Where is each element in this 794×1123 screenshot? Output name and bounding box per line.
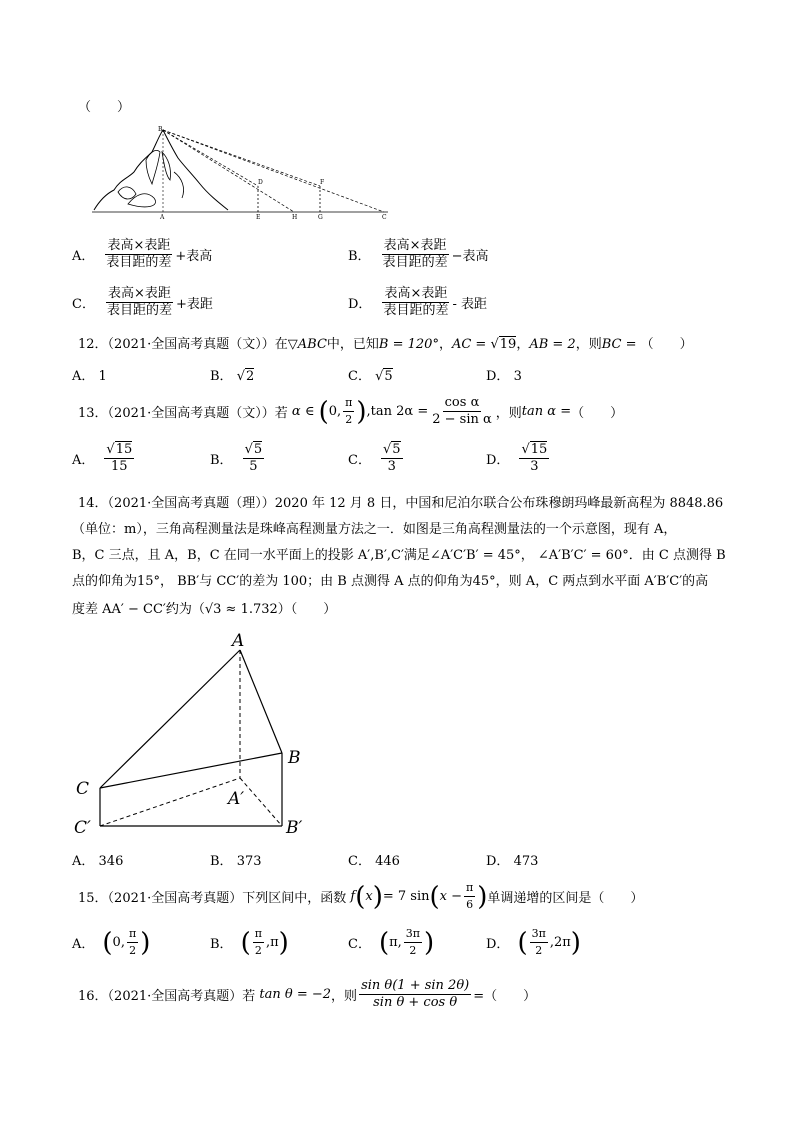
q15-option-B[interactable]: B． ( $\frac{\pi}{2}$ ,π ): [210, 927, 289, 958]
q11-mountain-figure: [88, 122, 398, 220]
label-F: F: [320, 179, 325, 186]
label-A-prime: A′: [228, 789, 245, 809]
q14-option-B[interactable]: B． 373: [210, 854, 262, 869]
q14-line-5: 度差 AA′ − CC′约为（√3 ≈ 1.732）（ ）: [72, 602, 337, 617]
label-B: B: [288, 748, 301, 768]
label-B-prime: B′: [286, 818, 303, 838]
q13-option-C[interactable]: C． $\frac{√5}{3}$: [348, 442, 401, 474]
q12-option-A[interactable]: A． 1: [72, 369, 107, 384]
label-A: A: [160, 214, 165, 220]
q13-option-D[interactable]: D． $\frac{√15}{3}$: [486, 442, 548, 474]
q11-option-B[interactable]: B． $\frac{\text{表高×表距}}{\text{表目距的差}}$ −表高: [348, 238, 489, 270]
label-A: A: [232, 631, 245, 651]
q13-option-A[interactable]: A． $\frac{√15}{15}$: [72, 442, 133, 474]
q15-stem: 15．（2021·全国高考真题）下列区间中，函数 f ( x ) = 7 sin ( x − $\frac{\pi}{6}$ ) 单调递增的区间是（ ）: [78, 881, 644, 912]
q15-option-A[interactable]: A． ( 0, $\frac{\pi}{2}$ ): [72, 927, 151, 958]
q12-option-B[interactable]: B． √2: [210, 369, 255, 384]
q15-option-D[interactable]: D． ( $\frac{3\pi}{2}$ ,2π ): [486, 927, 581, 958]
q14-line-2: （单位：m），三角高程测量法是珠峰高程测量方法之一．如图是三角高程测量法的一个示意图，现有 A，: [72, 522, 677, 537]
label-C: C: [76, 779, 90, 799]
q15-option-C[interactable]: C． ( π, $\frac{3\pi}{2}$ ): [348, 927, 435, 958]
q14-option-A[interactable]: A． 346: [72, 854, 124, 869]
q12-stem: 12．（2021·全国高考真题（文））在▽ABC中，已知B = 120°，AC = √19，AB = 2，则BC = （ ）: [78, 337, 693, 352]
label-C: C: [382, 214, 387, 220]
q12-option-D[interactable]: D． 3: [486, 369, 522, 384]
q14-option-C[interactable]: C． 446: [348, 854, 400, 869]
q14-prism-figure: [70, 628, 320, 840]
q12-option-C[interactable]: C． √5: [348, 369, 393, 384]
q14-option-D[interactable]: D． 473: [486, 854, 539, 869]
q11-option-D[interactable]: D． $\frac{\text{表高×表距}}{\text{表目距的差}}$ - 表距: [348, 286, 487, 318]
q14-line-4: 点的仰角为15°， BB′与 CC′的差为 100；由 B 点测得 A 点的仰角为45°，则 A，C 两点到水平面 A′B′C′的高: [72, 574, 709, 589]
label-G: G: [318, 214, 323, 220]
q11-blank: （ ）: [78, 100, 131, 115]
q16-stem: 16．（2021·全国高考真题）若 tan θ = −2 ，则 $\frac{\text{sin θ(1 + sin 2θ)}}{\text{sin θ + cos θ}}$ =（ ）: [78, 978, 537, 1010]
label-B: B: [158, 126, 163, 133]
label-D: D: [258, 179, 263, 186]
label-E: E: [256, 214, 261, 220]
q11-option-A[interactable]: A． $\frac{\text{表高×表距}}{\text{表目距的差}}$ +表高: [72, 238, 213, 270]
q11-option-C[interactable]: C． $\frac{\text{表高×表距}}{\text{表目距的差}}$ +表距: [72, 286, 213, 318]
label-C-prime: C′: [74, 818, 91, 838]
q13-stem: 13．（2021·全国高考真题（文））若 α ∈ ( 0, $\frac{\pi}{2}$ ) ,tan 2α = $\frac{\text{cos α}}{\text{2 − sin α}}$ ，则 tan α = （ ）: [78, 395, 624, 427]
q14-line-3: B，C 三点，且 A，B，C 在同一水平面上的投影 A′,B′,C′满足∠A′C′B′ = 45°， ∠A′B′C′ = 60°．由 C 点测得 B: [72, 548, 726, 563]
label-H: H: [292, 214, 298, 220]
q13-option-B[interactable]: B． $\frac{√5}{5}$: [210, 442, 263, 474]
q14-line-1: 14．（2021·全国高考真题（理））2020 年 12 月 8 日，中国和尼泊尔联合公布珠穆朗玛峰最新高程为 8848.86: [78, 496, 724, 511]
